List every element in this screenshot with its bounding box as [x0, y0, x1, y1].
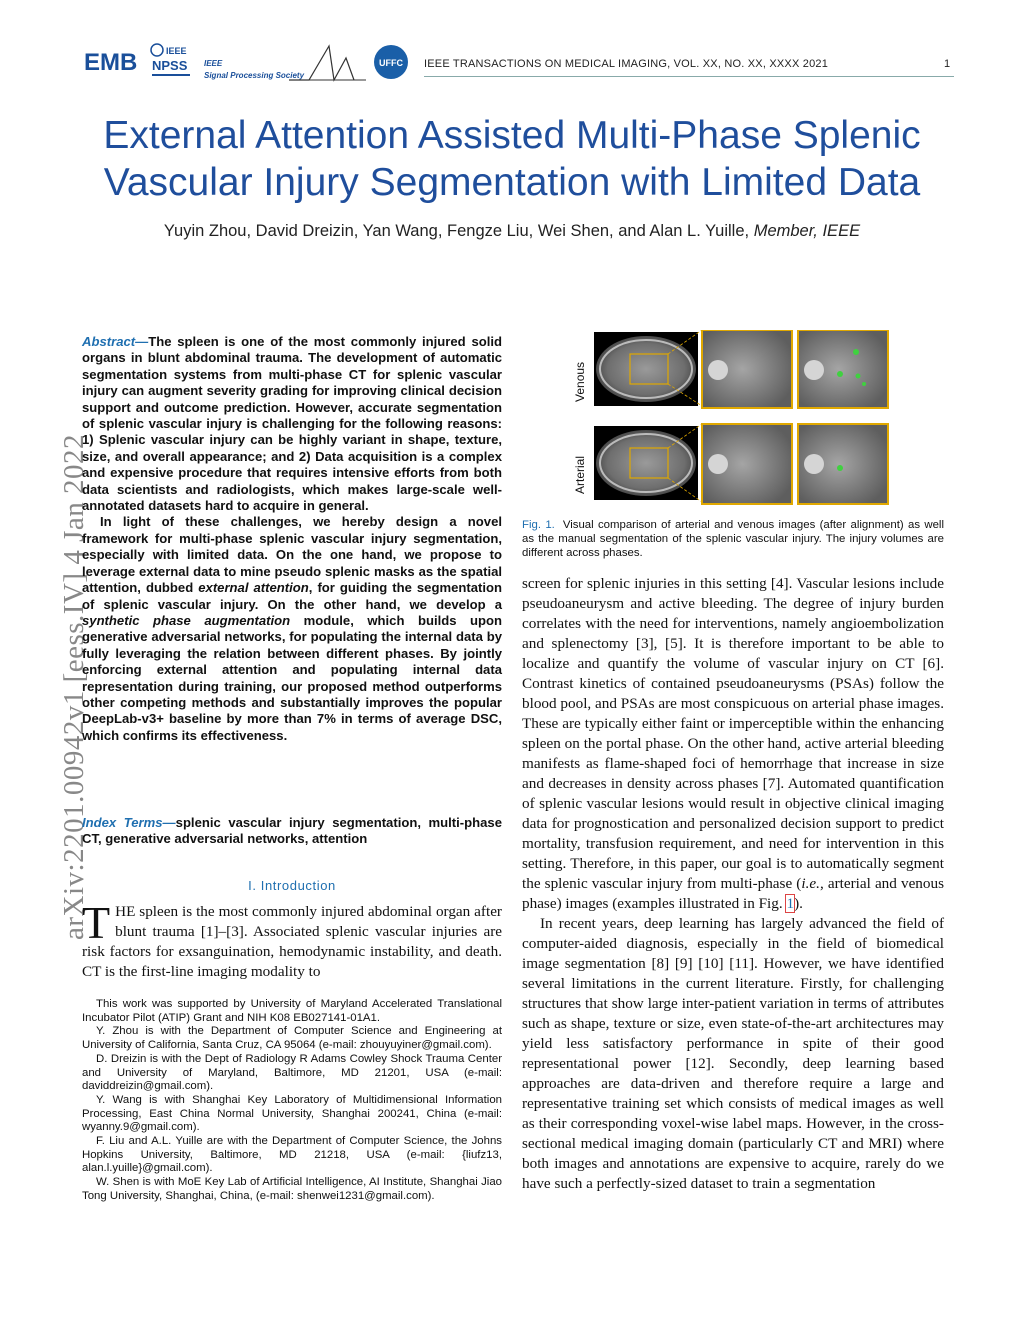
venous-ct-slice: [594, 332, 698, 406]
footnote-funding: This work was supported by University of Maryland Accelerated Translational Incubator Pilot (ATIP) Grant and NIH K08 EB027141-01A1.: [82, 998, 502, 1024]
uffc-logo: [374, 45, 408, 79]
figure-1: [568, 330, 944, 508]
authors-membership: Member, IEEE: [753, 222, 861, 240]
title-line-1: External Attention Assisted Multi-Phase Splenic: [103, 114, 921, 157]
drop-cap: T: [82, 897, 111, 948]
introduction-paragraph: [82, 897, 502, 982]
abstract-paragraph-1: The spleen is one of the most commonly injured solid organs in blunt abdominal trauma. The development of automatic segmentation systems from multi-phase CT for splenic vascular injury can augment severity grading for improving clinical decision support and outcome prediction. However, accurate segmentation of splenic vascular injury is challenging for the following reasons: 1) Splenic vascular injury can be highly variant in shape, texture, size, and overall appearance; and 2) Data acquisition is a complex and expensive procedure that requires intensive efforts from both data scientists and radiologists, which makes large-scale well-annotated datasets hard to acquire in general.: [82, 334, 502, 514]
svg-text:UFFC: UFFC: [379, 58, 403, 68]
venous-segmentation-image: [798, 330, 888, 408]
arterial-segmentation-image: [798, 424, 888, 504]
right-column-body: [522, 574, 944, 1194]
header-rule: [424, 76, 954, 77]
figure-1-caption: [522, 519, 944, 560]
index-terms-label: Index Terms—: [82, 815, 176, 830]
figure-reference-link[interactable]: 1: [786, 895, 795, 912]
abstract-label: Abstract—: [82, 334, 149, 349]
arterial-zoom-image: [702, 424, 792, 504]
title-line-2: Vascular Injury Segmentation with Limited Data: [103, 161, 921, 204]
publisher-logos: [84, 40, 414, 86]
body-paragraph: In recent years, deep learning has largely advanced the field of computer-aided diagnosis, especially in the field of biomedical image segmentation [8] [9] [10] [11]. However, we have identified several limitations in the current literature. Firstly, for challenging structures that show large inter-patient variation in terms of attributes such as shape, texture or size, even state-of-the-art architectures may yield less satisfactory performance in spite of their good representational power [12]. Secondly, deep learning based approaches are data-driven and therefore require a large and representative training set which consists of medical images as well as their corresponding voxel-wise label maps. However, in the cross-sectional medical imaging domain (particularly CT and MRI) where both images and annotations are expensive to acquire, rarely do we have such a perfectly-sized dataset to train a segmentation: [522, 915, 944, 1192]
index-terms-text: splenic vascular injury segmentation, multi-phase CT, generative adversarial networks, attention: [82, 815, 502, 847]
svg-text:IEEE: IEEE: [204, 59, 223, 68]
abstract-keyword-synthetic-phase: synthetic phase augmentation: [82, 612, 291, 628]
page-number: 1: [944, 58, 951, 70]
svg-text:IEEE: IEEE: [166, 46, 187, 56]
footnote-affiliation: W. Shen is with MoE Key Lab of Artificial Intelligence, AI Institute, Shanghai Jiao Tong University, Shanghai, China, (e-mail: shenwei1231@gmail.com).: [82, 1176, 502, 1202]
abstract-paragraph-2: In light of these challenges, we hereby design a novel framework for multi-phase splenic vascular injury segmentation, especially with limited data. On the one hand, we propose to leverage external data to mine pseudo splenic masks as the spatial attention, dubbed external attention, for guiding the segmentation of splenic vascular injury. On the other hand, we develop a synthetic phase augmentation module, which builds upon generative adversarial networks, for populating the internal data by fully leveraging the relation between different phases. By jointly enforcing external attention and populating internal data representation during training, our proposed method outperforms other competing methods and substantially improves the popular DeepLab-v3+ baseline by more than 7% in terms of average DSC, which confirms its effectiveness.: [82, 514, 502, 743]
abstract-keyword-external-attention: external attention: [198, 580, 309, 596]
figure-label: Fig. 1.: [522, 519, 555, 531]
npss-logo: [151, 44, 190, 76]
author-list: [0, 222, 1024, 241]
introduction-text: HE spleen is the most commonly injured abdominal organ after blunt trauma [1]–[3]. Associated splenic vascular injuries are risk factors for exsanguination, hemodynamic instability, and death. CT is the first-line imaging modality to: [82, 903, 502, 980]
index-terms: [82, 815, 502, 848]
paper-title: [0, 112, 1024, 206]
journal-header: IEEE TRANSACTIONS ON MEDICAL IMAGING, VOL. XX, NO. XX, XXXX 2021: [424, 58, 829, 70]
footnote-affiliation: F. Liu and A.L. Yuille are with the Department of Computer Science, the Johns Hopkins University, Baltimore, MD 21218, USA (e-mail: {liufz13, alan.l.yuille}@gmail.com).: [82, 1135, 502, 1175]
footnotes: [82, 998, 502, 1204]
footnote-affiliation: Y. Wang is with Shanghai Key Laboratory of Multidimensional Information Processing, East China Normal University, Shanghai 200241, China (e-mail: wyanny.9@gmail.com).: [82, 1093, 502, 1134]
arterial-ct-slice: [594, 426, 698, 500]
body-paragraph: screen for splenic injuries in this setting [4]. Vascular lesions include pseudoaneurysm and active bleeding. The degree of injury burden correlates with the need for interventions, namely angioembolization and splenectomy [3], [5]. It is therefore important to be able to localize and quantify the volume of vascular injury on CT [6]. Contrast kinetics of contained pseudoaneurysms (PSAs) follow the blood pool, and PSAs are most conspicuous on arterial phase images. These are typically either faint or imperceptible within the enhancing spleen on the portal phase. On the other hand, active arterial bleeding manifests as flame-shaped foci of hemorrhage that increase in size and decreases in density across phases [7]. Automated quantification of splenic vascular lesions would result in objective clinical imaging data for prognostication and personalized decision support to predict mortality, transfusion requirement, and need for intervention in this setting. Therefore, in this paper, our goal is to automatically segment the splenic vascular injury from multi-phase (i.e., arterial and venous phase) images (examples illustrated in Fig. 1).: [522, 575, 945, 912]
abstract: [82, 334, 502, 744]
section-heading-introduction: I. Introduction: [248, 878, 336, 893]
authors: Yuyin Zhou, David Dreizin, Yan Wang, Fengze Liu, Wei Shen, and Alan L. Yuille,: [163, 222, 750, 240]
ie-abbreviation: i.e.: [801, 875, 820, 892]
row-label-arterial: Arterial: [573, 455, 587, 494]
row-label-venous: Venous: [573, 361, 587, 402]
arxiv-stamp: arXiv:2201.00942v1 [eess.IV] 4 Jan 2022: [58, 434, 90, 940]
footnote-affiliation: Y. Zhou is with the Department of Computer Science and Engineering at University of California, Santa Cruz, CA 95064 (e-mail: zhouyuyiner@gmail.com).: [82, 1025, 502, 1052]
figure-caption-text: Visual comparison of arterial and venous images (after alignment) as well as the manual segmentation of the splenic vascular injury. The injury volumes are different across phases.: [522, 519, 944, 559]
footnote-affiliation: D. Dreizin is with the Dept of Radiology R Adams Cowley Shock Trauma Center and University of Maryland, Baltimore, MD 21201, USA (e-mail: daviddreizin@gmail.com).: [82, 1052, 502, 1093]
venous-zoom-image: [702, 330, 792, 408]
svg-text:NPSS: NPSS: [152, 58, 188, 73]
signal-processing-society-logo: [204, 46, 366, 80]
emb-logo: EMB: [84, 49, 138, 76]
svg-text:Signal Processing Society: Signal Processing Society: [204, 71, 305, 80]
